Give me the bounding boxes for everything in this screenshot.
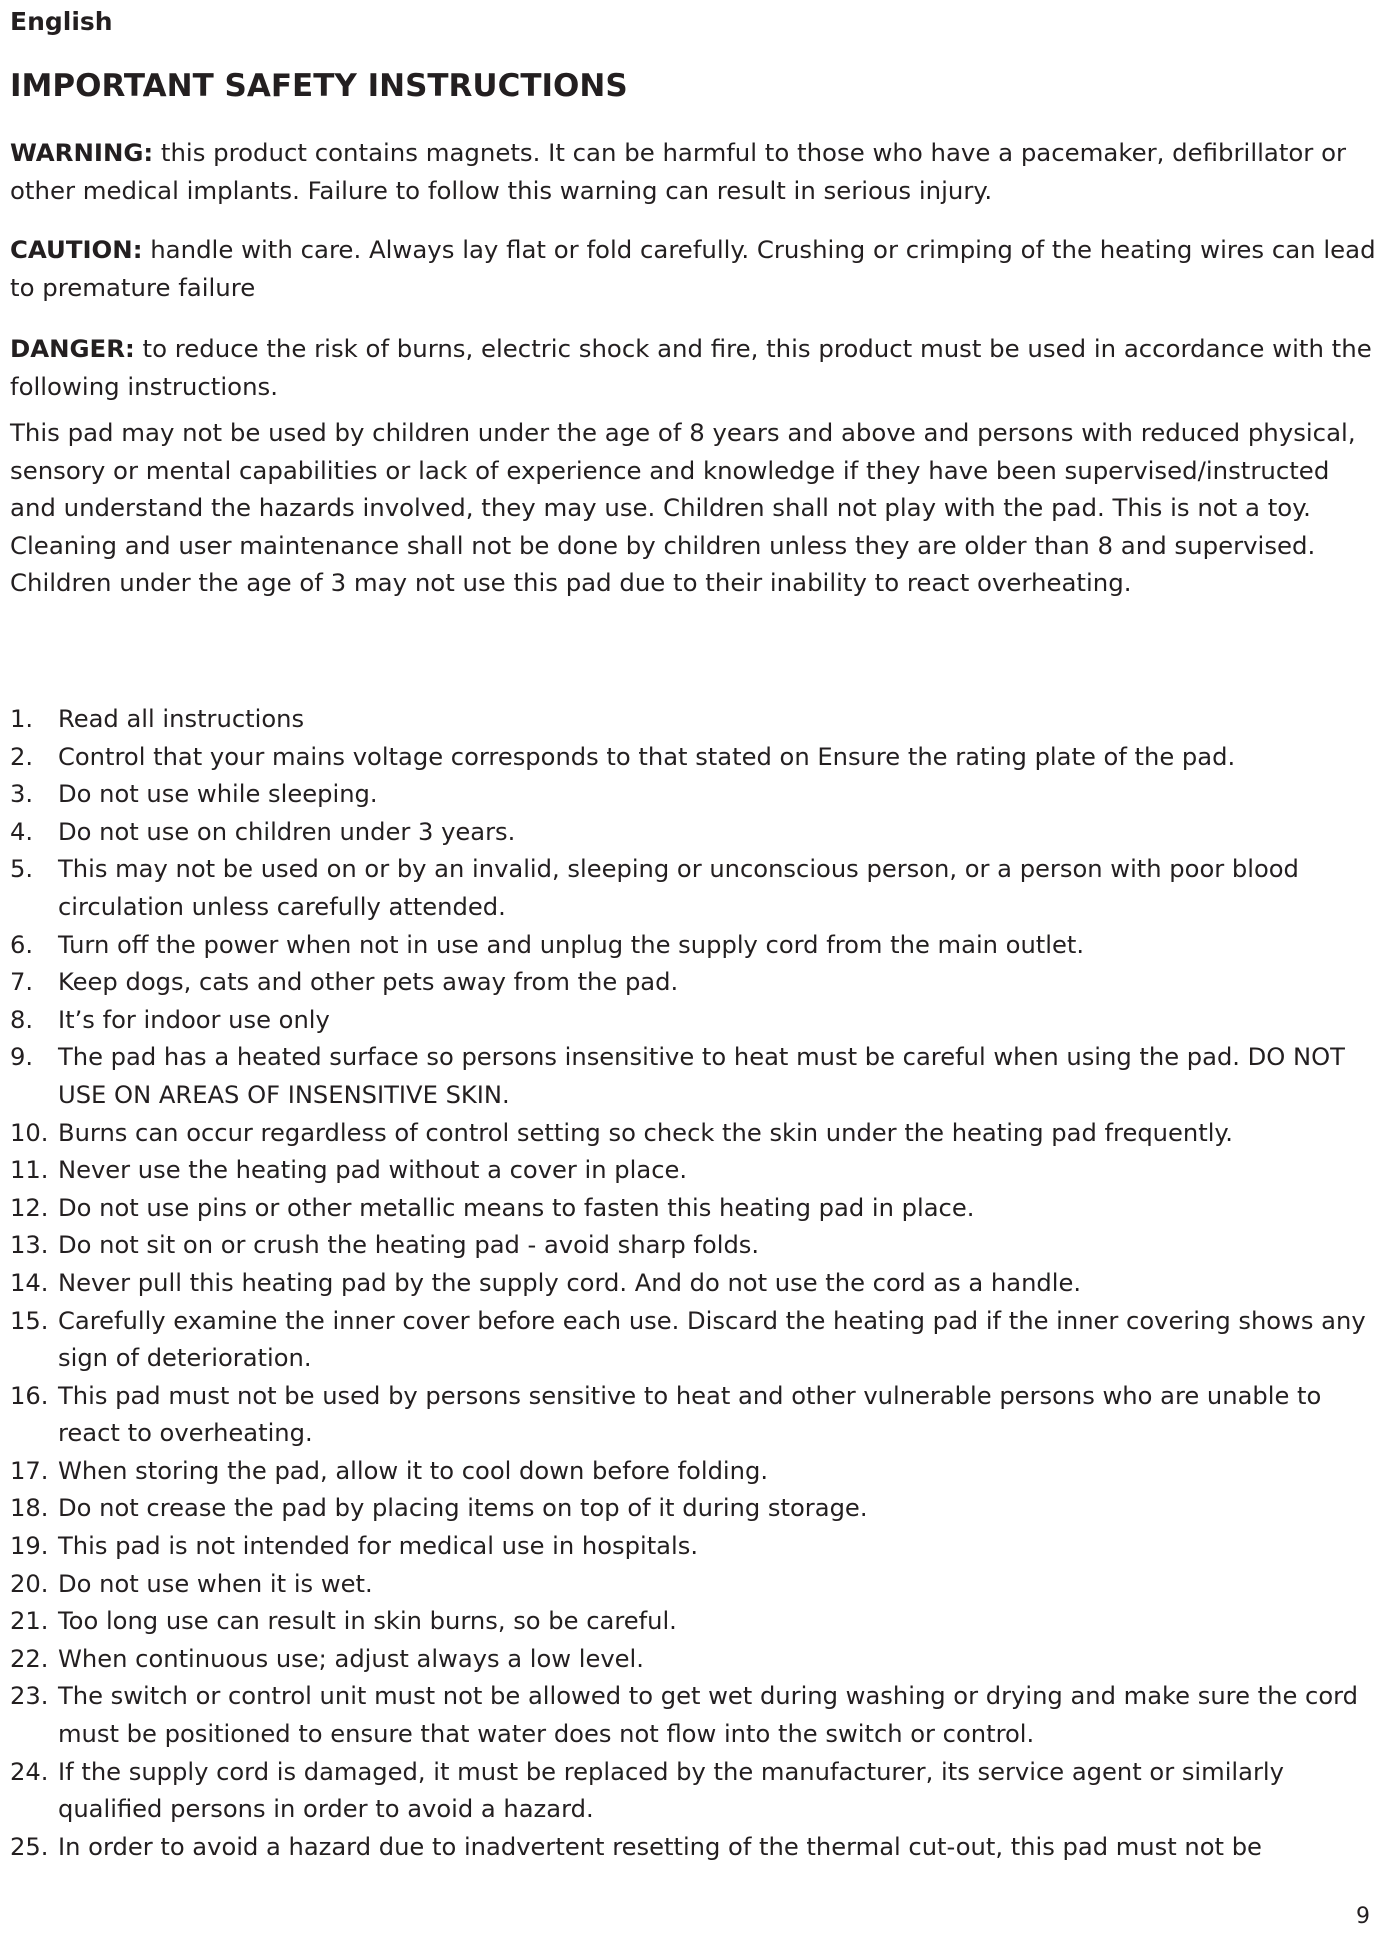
instructions-list [10, 701, 1382, 1866]
list-item-text: The switch or control unit must not be allowed to get wet during washing or drying and make sure the cord must be positioned to ensure that water does not flow into the switch or control. [58, 1682, 1358, 1749]
list-item [10, 927, 1382, 965]
list-item [10, 1603, 1382, 1641]
list-item-text: Burns can occur regardless of control setting so check the skin under the heating pad frequently. [58, 1118, 1233, 1147]
list-item [10, 1566, 1382, 1604]
list-item [10, 1641, 1382, 1679]
list-item [10, 1115, 1382, 1153]
list-item [10, 1378, 1382, 1453]
list-item-text: Never pull this heating pad by the supply cord. And do not use the cord as a handle. [58, 1268, 1082, 1297]
caution-label: CAUTION: [10, 235, 143, 264]
list-item-text: It’s for indoor use only [58, 1005, 330, 1034]
list-item-number: 5. [10, 855, 34, 884]
list-item-text: In order to avoid a hazard due to inadvertent resetting of the thermal cut-out, this pad must not be [58, 1832, 1262, 1861]
list-item [10, 1528, 1382, 1566]
children-paragraph: This pad may not be used by children under the age of 8 years and above and persons with reduced physical, sensory or mental capabilities or lack of experience and knowledge if they have been supervised/instructed and understand the hazards involved, they may use. Children shall not play with the pad. This is not a toy. Cleaning and user maintenance shall not be done by children unless they are older than 8 and supervised. Children under the age of 3 may not use this pad due to their inability to react overheating. [10, 418, 1356, 597]
list-item-text: Never use the heating pad without a cover in place. [58, 1156, 688, 1185]
list-item-number: 6. [10, 930, 34, 959]
list-item-text: Control that your mains voltage corresponds to that stated on Ensure the rating plate of the pad. [58, 742, 1236, 771]
list-item-text: Do not use on children under 3 years. [58, 817, 516, 846]
list-item-number: 13. [10, 1231, 49, 1260]
list-item [10, 1303, 1382, 1378]
list-item-text: Do not use when it is wet. [58, 1569, 373, 1598]
list-item [10, 1152, 1382, 1190]
list-item-text: Do not crease the pad by placing items on top of it during storage. [58, 1494, 868, 1523]
list-item [10, 1490, 1382, 1528]
list-item-number: 12. [10, 1193, 49, 1222]
language-label: English [10, 7, 113, 36]
list-item-text: Do not sit on or crush the heating pad - avoid sharp folds. [58, 1231, 760, 1260]
list-item-number: 4. [10, 817, 34, 846]
warning-label: WARNING: [10, 138, 154, 167]
list-item [10, 1265, 1382, 1303]
list-item-text: Do not use while sleeping. [58, 780, 378, 809]
danger-paragraph [10, 330, 1382, 405]
list-item-text: This pad is not intended for medical use in hospitals. [58, 1532, 699, 1561]
list-item-text: Turn off the power when not in use and unplug the supply cord from the main outlet. [58, 930, 1085, 959]
page-number: 9 [1356, 1904, 1370, 1929]
list-item-number: 2. [10, 742, 34, 771]
caution-text: handle with care. Always lay flat or fold carefully. Crushing or crimping of the heating wires can lead to premature failure [10, 235, 1376, 302]
list-item-number: 17. [10, 1456, 49, 1485]
list-item [10, 814, 1382, 852]
danger-text: to reduce the risk of burns, electric shock and fire, this product must be used in accordance with the following instructions. [10, 334, 1372, 401]
list-item [10, 1190, 1382, 1228]
list-item-text: When continuous use; adjust always a low level. [58, 1644, 644, 1673]
list-item-number: 1. [10, 705, 34, 733]
list-item-number: 10. [10, 1118, 49, 1147]
list-item [10, 776, 1382, 814]
list-item-number: 18. [10, 1494, 49, 1523]
list-item-text: If the supply cord is damaged, it must be replaced by the manufacturer, its service agent or similarly qualified persons in order to avoid a hazard. [58, 1757, 1284, 1824]
list-item-text: Too long use can result in skin burns, so be careful. [58, 1607, 677, 1636]
list-item-number: 14. [10, 1268, 49, 1297]
list-item-text: Do not use pins or other metallic means to fasten this heating pad in place. [58, 1193, 975, 1222]
list-item-text: The pad has a heated surface so persons insensitive to heat must be careful when using the pad. DO NOT USE ON AREAS OF INSENSITIVE SKIN. [58, 1043, 1345, 1109]
list-item-number: 15. [10, 1306, 49, 1335]
list-item-number: 23. [10, 1682, 49, 1711]
list-item [10, 851, 1382, 926]
caution-paragraph [10, 231, 1382, 306]
list-item [10, 739, 1382, 777]
list-item-text: Read all instructions [58, 705, 305, 733]
list-item-number: 9. [10, 1043, 34, 1072]
list-item [10, 1039, 1382, 1114]
list-item [10, 1002, 1382, 1040]
list-item-number: 20. [10, 1569, 49, 1598]
list-item-number: 25. [10, 1832, 49, 1861]
list-item [10, 1754, 1382, 1829]
warning-paragraph [10, 134, 1382, 209]
list-item [10, 964, 1382, 1002]
list-item-text: This pad must not be used by persons sensitive to heat and other vulnerable persons who are unable to react to overheating. [58, 1381, 1322, 1448]
list-item-text: When storing the pad, allow it to cool down before folding. [58, 1456, 769, 1485]
danger-label: DANGER: [10, 334, 135, 363]
list-item-number: 8. [10, 1005, 34, 1034]
list-item-number: 19. [10, 1532, 49, 1561]
list-item-number: 24. [10, 1757, 49, 1786]
list-item-number: 16. [10, 1381, 49, 1410]
list-item-number: 3. [10, 780, 34, 809]
warning-text: this product contains magnets. It can be harmful to those who have a pacemaker, defibrillator or other medical implants. Failure to follow this warning can result in serious injury. [10, 138, 1347, 205]
list-item-text: Carefully examine the inner cover before each use. Discard the heating pad if the inner covering shows any sign of deterioration. [58, 1306, 1366, 1373]
list-item [10, 1227, 1382, 1265]
list-item [10, 701, 1382, 739]
list-item [10, 1453, 1382, 1491]
list-item [10, 1829, 1382, 1867]
list-item-text: This may not be used on or by an invalid, sleeping or unconscious person, or a person with poor blood circulation unless carefully attended. [58, 855, 1299, 921]
list-item-number: 7. [10, 968, 34, 997]
list-item [10, 1678, 1382, 1753]
list-item-number: 11. [10, 1156, 49, 1185]
list-item-number: 21. [10, 1607, 49, 1636]
page-title: IMPORTANT SAFETY INSTRUCTIONS [10, 68, 628, 104]
list-item-number: 22. [10, 1644, 49, 1673]
list-item-text: Keep dogs, cats and other pets away from the pad. [58, 968, 679, 997]
